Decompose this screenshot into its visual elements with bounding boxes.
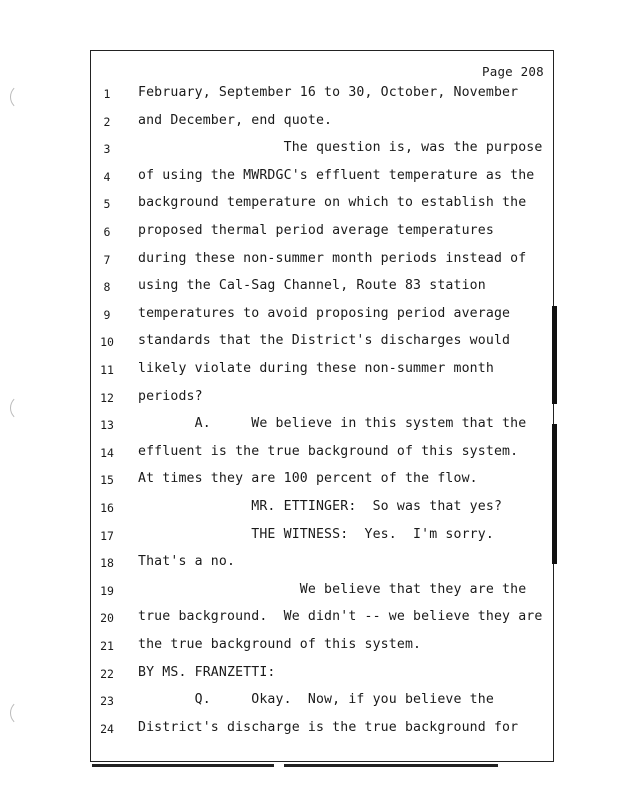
transcript-line [0,665,622,685]
line-number: 18 [100,556,114,571]
line-text: and December, end quote. [138,112,333,128]
line-number: 8 [103,280,111,295]
transcript-line [0,113,622,133]
transcript-line [0,692,622,712]
line-text: during these non-summer month periods instead of [138,250,527,266]
transcript-line [0,499,622,519]
transcript-line [0,444,622,464]
transcript-line [0,720,622,740]
line-number: 17 [100,528,114,543]
line-number: 6 [103,225,111,239]
line-text: That's a no. [138,554,236,570]
line-text: standards that the District's discharges would [138,333,511,349]
line-text: We believe that they are the [138,581,527,597]
line-number: 12 [100,390,114,405]
line-text: February, September 16 to 30, October, November [138,85,519,100]
transcript-line [0,140,622,160]
line-number: 15 [100,473,114,488]
line-text: Q. Okay. Now, if you believe the [138,692,494,708]
line-text: A. We believe in this system that the [138,416,527,432]
page-number: Page 208 [482,64,544,79]
line-text: likely violate during these non-summer month [138,361,494,376]
line-text: periods? [138,388,203,404]
line-number: 16 [100,501,114,515]
transcript-line [0,554,622,574]
transcript-line [0,85,622,105]
line-text: effluent is the true background of this system. [138,443,519,459]
line-text: BY MS. FRANZETTI: [138,664,276,680]
line-number: 10 [100,335,114,350]
line-text: background temperature on which to establish the [138,195,527,211]
line-number: 11 [100,363,114,377]
line-text: MR. ETTINGER: So was that yes? [138,499,503,514]
line-number: 22 [100,666,114,681]
line-text: using the Cal-Sag Channel, Route 83 station [138,278,486,294]
line-text: At times they are 100 percent of the flow. [138,471,478,487]
line-text: true background. We didn't -- we believe they are [138,609,543,625]
bottom-rule [92,764,274,767]
line-number: 14 [100,445,114,460]
line-number: 7 [103,252,111,267]
line-number: 20 [100,611,114,626]
line-number: 5 [103,197,111,212]
line-number: 24 [100,721,114,736]
transcript-line [0,168,622,188]
line-number: 13 [100,418,114,433]
transcript-line [0,251,622,271]
line-number: 19 [100,583,114,598]
line-text: temperatures to avoid proposing period average [138,305,511,321]
line-text: The question is, was the purpose [138,140,543,156]
transcript-line [0,471,622,491]
transcript-line [0,609,622,629]
line-number: 4 [103,169,111,184]
line-number: 21 [100,639,114,653]
line-text: proposed thermal period average temperatures [138,223,494,238]
line-text: THE WITNESS: Yes. I'm sorry. [138,526,494,542]
line-number: 9 [103,307,111,322]
transcript-line [0,333,622,353]
line-number: 2 [103,114,111,129]
transcript-line [0,527,622,547]
transcript-line [0,195,622,215]
transcript-line [0,582,622,602]
transcript-line [0,306,622,326]
line-text: District's discharge is the true background for [138,719,519,735]
line-text: the true background of this system. [138,637,422,652]
transcript-line [0,416,622,436]
transcript-line [0,389,622,409]
transcript-line [0,361,622,381]
transcript-line [0,278,622,298]
line-number: 1 [103,87,111,101]
transcript-line [0,223,622,243]
bottom-rule [284,764,498,767]
line-number: 3 [103,142,111,157]
transcript-line [0,637,622,657]
line-number: 23 [100,694,114,709]
line-text: of using the MWRDGC's effluent temperature as the [138,167,535,183]
